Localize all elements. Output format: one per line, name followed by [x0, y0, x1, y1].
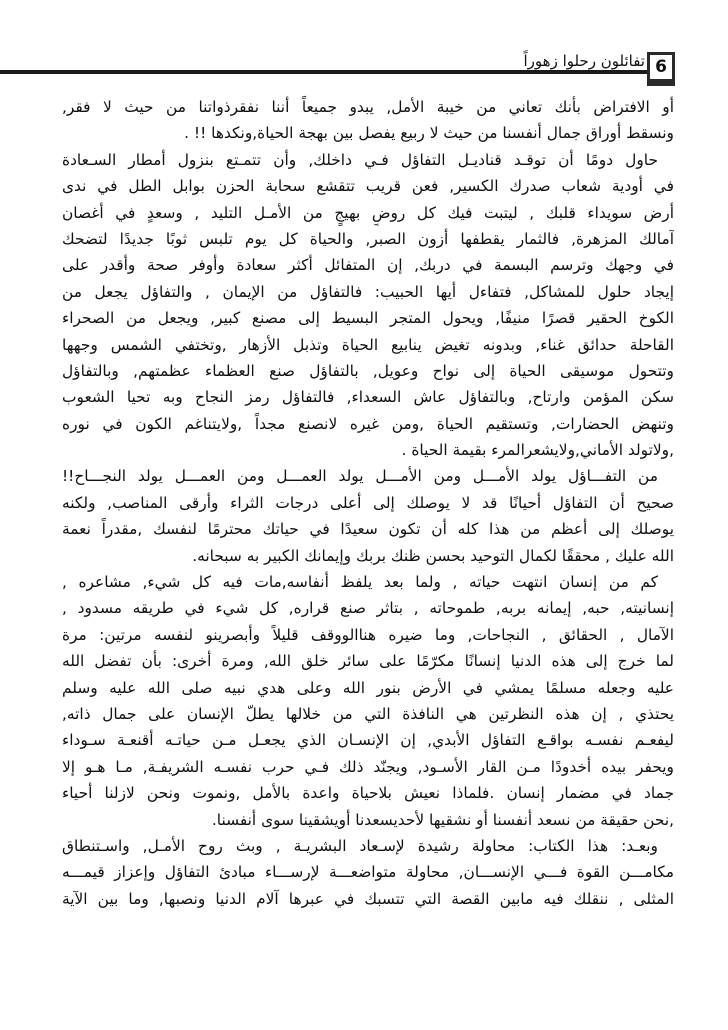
text-line: الله عليك , محققًا لكمال التوحيد بحسن ظنك بربك وإيمانك الكبير به سبحانه. [192, 546, 674, 565]
text-line: يوصلك إلى أعظم من هذا كله أن تكون سعيدًا في حياتك محترمًا لنفسك ,مقدراً نعمة [62, 520, 674, 539]
text-line: سكن المؤمن وارتاح, وبالتفاؤل عاش السعداء, فالتفاؤل رمز النجاح وبه تحيا الشعوب [62, 388, 674, 407]
text-line: إيجاد حلول للمشاكل, فتفاءل أيها الحبيب: فالتفاؤل من الإيمان , والتفاؤل يجعل من [62, 282, 674, 301]
text-line: وتنهض الحضارات, وتستقيم الحياة ,ومن غيره لانصنع مجداً ,ولايتناغم الكون في نوره [62, 414, 674, 433]
text-line: من التفـــاؤل يولد الأمـــل ومن الأمـــل يولد العمـــل ومن العمـــل يولد النجـــاح!! [62, 467, 658, 486]
text-line: القاحلة حدائق غناء, وبدونه تغيض ينابيع الحياة وتذبل الأزهار ,وتختفي الشمس وجهها [62, 335, 674, 354]
text-line: ويحفر بيده أخدودًا مـن القار الأسـود, ويجنّد ذلك فـي حرب نفسـه الشريفـة, مـا هـو إلا [62, 757, 674, 776]
text-line: المثلى , ننقلك فيه مابين القصة التي تتسبك في عبرها آلام الدنيا ونصبها, وما بين الآية [62, 889, 674, 908]
text-line: يحتذي , إن هذه النظرتين هي النافذة التي من خلالها يطلّ الإنسان على جمال ذاته, [62, 704, 674, 723]
text-line: الآمال , الحقائق , النجاحات, وما ضيره هناالووقف قليلاً وأبصرينو لنفسه مرتين: مرة [62, 625, 674, 644]
header-rule [0, 70, 650, 74]
text-line: ليفعـم نفسـه بواقـع التفاؤل الأبدي, إن الإنسـان الذي يجعـل مـن حياتـه أقنعـة سـوداء [62, 731, 674, 750]
text-line: أرض سويداء قلبك , ليتبت فيك كل روضٍ بهيجٍ من الأمـل التليد , وسعدٍ في أغصان [62, 203, 674, 222]
text-line: لما خرج إلى هذه الدنيا إنسانًا مكرّمًا على سائر خلق الله, ومرة أخرى: بأن تفضل الله [62, 652, 674, 671]
page-number-box [647, 52, 675, 86]
text-line: إنسانيته, حبه, إيمانه بربه, طموحاته , بتاثر صنع قراره, كل شيء في طريقه مسدود , [62, 599, 674, 618]
text-line: مكامـــن القوة فـــي الإنســـان, محاولة متواضعـــة لإرســـاء مبادئ التفاؤل وإعزاز قيمـــه [62, 863, 674, 882]
text-line: وتتحول موسيقى الحياة إلى نواح وعويل, بالتفاؤل صنع العظماء عظمتهم, وبالتفاؤل [62, 361, 674, 380]
text-line: في أودية شعاب صدرك الكسير, فعن قريب تتقشع سحابة الحزن بوابل الطل في ندى [62, 177, 674, 196]
text-line: في وجهك وترسم البسمة في دربك, إن المتفائل أكثر سعادة وأوفر صحة وأقدر على [62, 256, 674, 275]
text-line: وبعـد: هذا الكتاب: محاولة رشيدة لإسـعاد البشريـة , وبث روح الأمـل, واسـتنطاق [62, 836, 658, 855]
text-line: ونسقط أوراق جمال أنفسنا من حيث لا ربيع يفصل بين بهجة الحياة,ونكدها !! . [184, 124, 674, 143]
text-line: كم من إنسان انتهت حياته , ولما بعد يلفظ أنفاسه,مات فيه كل شيء, مشاعره , [62, 573, 658, 592]
text-line: ,نحن حقيقة من نسعد أنفسنا أو نشقيها لأحديسعدنا أويشقينا سوى أنفسنا. [211, 810, 674, 829]
body-text [62, 94, 674, 912]
text-line: عليه وجعله مسلمًا يمشي في الأرض بنور الله وعلى هدي نبيه صلى الله عليه وسلم [62, 678, 674, 697]
text-line: الكوخ الحقير قصرًا منيفًا, ويحول المتجر البسيط إلى مصنع كبير, ويجعل من الصحراء [62, 309, 674, 328]
text-line: آمالك المزهرة, فالثمار يقطفها أزون الصبر, والحياة كل يوم تلبس ثوبًا جديدًا لتضحك [62, 229, 674, 248]
text-line: ,ولاتولد الأماني,ولايشعرالمرء بقيمة الحياة . [401, 441, 674, 460]
text-line: أو الافتراض بأنك تعاني من خيبة الأمل, يبدو جميعاً أننا نفقرذواتنا من حيث لا فقر, [62, 98, 674, 116]
page-number: 6 [650, 55, 672, 79]
running-header-title: تفائلون رحلوا زهوراً [523, 52, 645, 70]
text-line: جماد في مضمار إنسان .فلماذا نعيش بلاحياة واعدة بالأمل ,ونموت ونحن لازلنا أحياء [62, 784, 674, 803]
text-line: صحيح أن التفاؤل أحيانًا قد لا يوصلك إلى أعلى درجات الثراء وأرقى المناصب, ولكنه [62, 493, 674, 512]
text-line: حاول دومًا أن توقـد قناديـل التفاؤل فـي داخلك, وأن تتمـتع بنزول أمطار السـعادة [62, 150, 658, 169]
